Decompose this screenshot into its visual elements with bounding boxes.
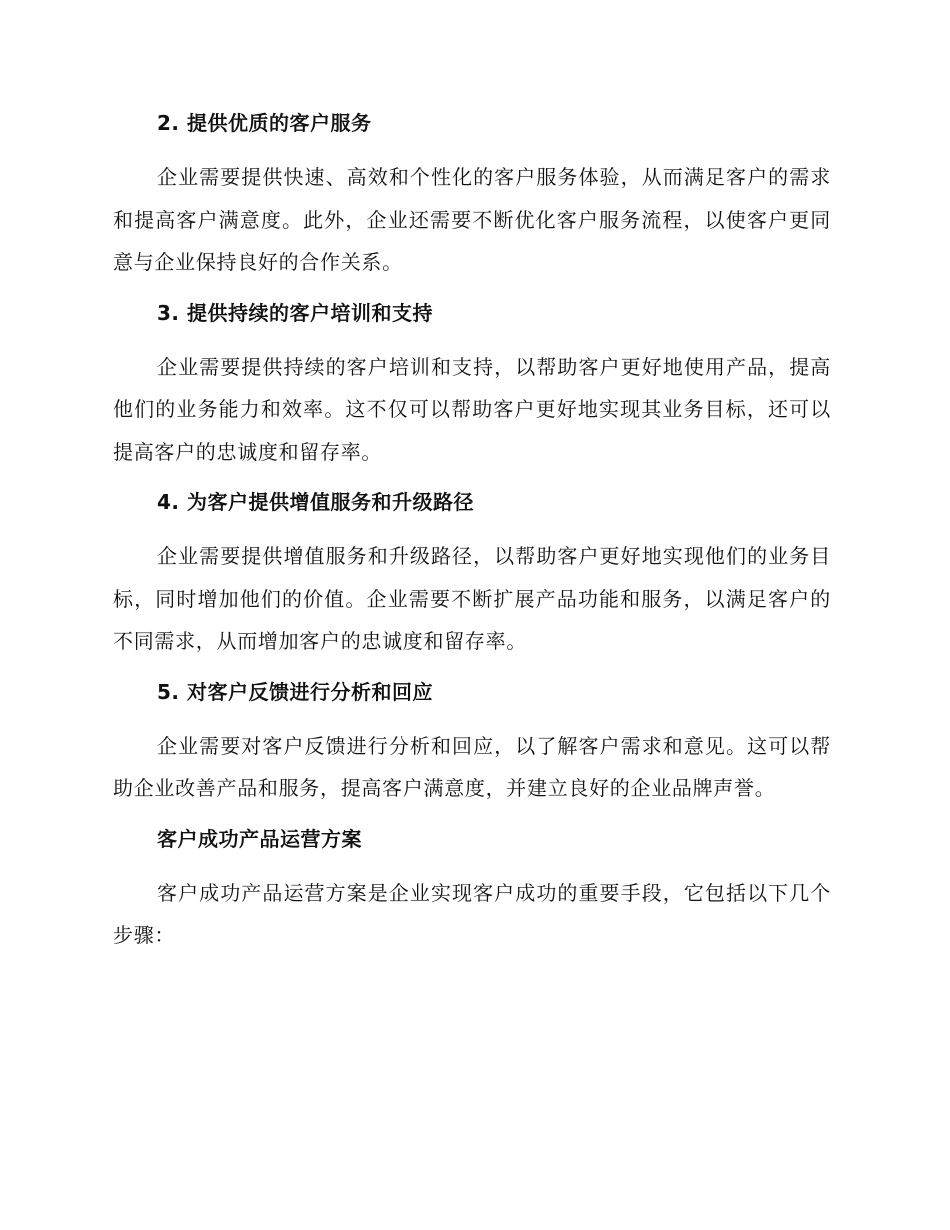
- section-paragraph: 企业需要提供持续的客户培训和支持，以帮助客户更好地使用产品，提高他们的业务能力和效率。这不仅可以帮助客户更好地实现其业务目标，还可以提高客户的忠诚度和留存率。: [113, 354, 831, 464]
- document-body: [113, 108, 831, 971]
- section-heading: 4. 为客户提供增值服务和升级路径: [157, 490, 474, 514]
- section-heading: 客户成功产品运营方案: [157, 826, 362, 851]
- section-customer-feedback: [113, 677, 831, 810]
- section-customer-training: [113, 298, 831, 474]
- section-paragraph: 客户成功产品运营方案是企业实现客户成功的重要手段，它包括以下几个步骤：: [113, 880, 831, 947]
- section-heading: 2. 提供优质的客户服务: [157, 111, 372, 135]
- section-heading: 3. 提供持续的客户培训和支持: [157, 300, 433, 325]
- section-paragraph: 企业需要对客户反馈进行分析和回应，以了解客户需求和意见。这可以帮助企业改善产品和服务，提高客户满意度，并建立良好的企业品牌声誉。: [113, 733, 831, 800]
- section-customer-service: [113, 108, 831, 284]
- section-paragraph: 企业需要提供增值服务和升级路径，以帮助客户更好地实现他们的业务目标，同时增加他们的价值。企业需要不断扩展产品功能和服务，以满足客户的不同需求，从而增加客户的忠诚度和留存率。: [113, 544, 831, 653]
- section-value-added-services: [113, 487, 831, 663]
- section-operations-plan: [113, 824, 831, 957]
- section-paragraph: 企业需要提供快速、高效和个性化的客户服务体验，从而满足客户的需求和提高客户满意度。此外，企业还需要不断优化客户服务流程，以使客户更同意与企业保持良好的合作关系。: [113, 165, 831, 274]
- section-heading: 5. 对客户反馈进行分析和回应: [157, 679, 433, 704]
